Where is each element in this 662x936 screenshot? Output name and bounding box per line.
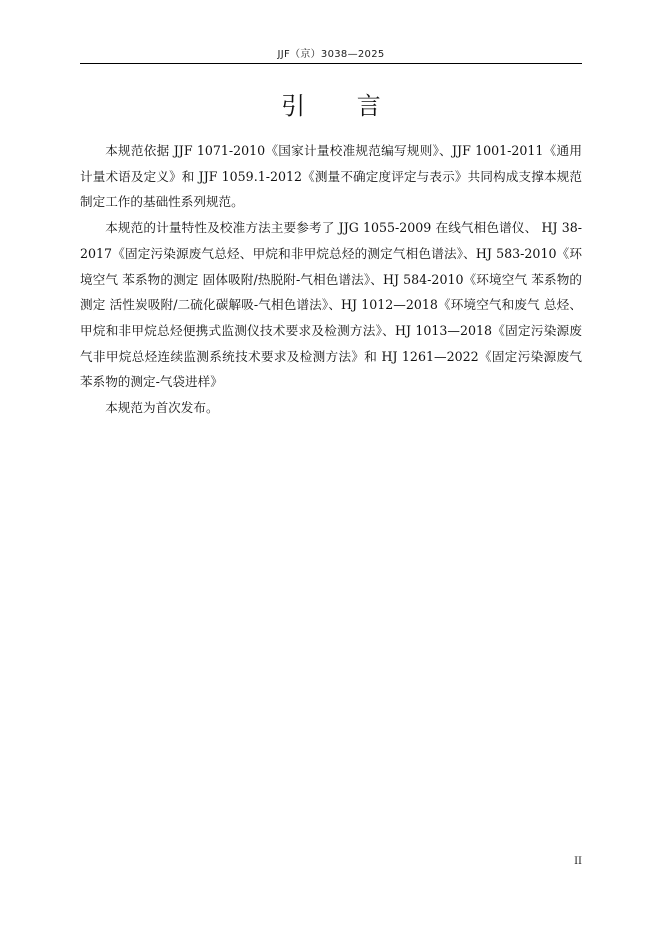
body-text bbox=[80, 138, 582, 421]
paragraph-release: 本规范为首次发布。 bbox=[105, 400, 219, 416]
running-header: JJF（京）3038—2025 bbox=[277, 49, 385, 60]
paragraph-references: 本规范的计量特性及校准方法主要参考了 JJG 1055-2009 在线气相色谱仪、 HJ 38-2017《固定污染源废气总烃、甲烷和非甲烷总烃的测定气相色谱法》、HJ 583-2010《环境空气 苯系物的测定 固体吸附/热脱附-气相色谱法》、HJ 584-2010《环境空气 苯系物的测定 活性炭吸附/二硫化碳解吸-气相色谱法》、HJ 1012—2018《环境空气和废气 总烃、甲烷和非甲烷总烃便携式监测仪技术要求及检测方法》、HJ 1013—2018《固定污染源废气非甲烷总烃连续监测系统技术要求及检测方法》和 HJ 1261—2022《固定污染源废气 苯系物的测定-气袋进样》 bbox=[80, 220, 582, 390]
section-title: 引 言 bbox=[281, 92, 403, 120]
page-number: II bbox=[574, 856, 582, 867]
paragraph-basis: 本规范依据 JJF 1071-2010《国家计量校准规范编写规则》、JJF 1001-2011《通用计量术语及定义》和 JJF 1059.1-2012《测量不确定度评定与表示》共同构成支撑本规范制定工作的基础性系列规范。 bbox=[80, 143, 582, 210]
header-rule bbox=[80, 63, 582, 64]
